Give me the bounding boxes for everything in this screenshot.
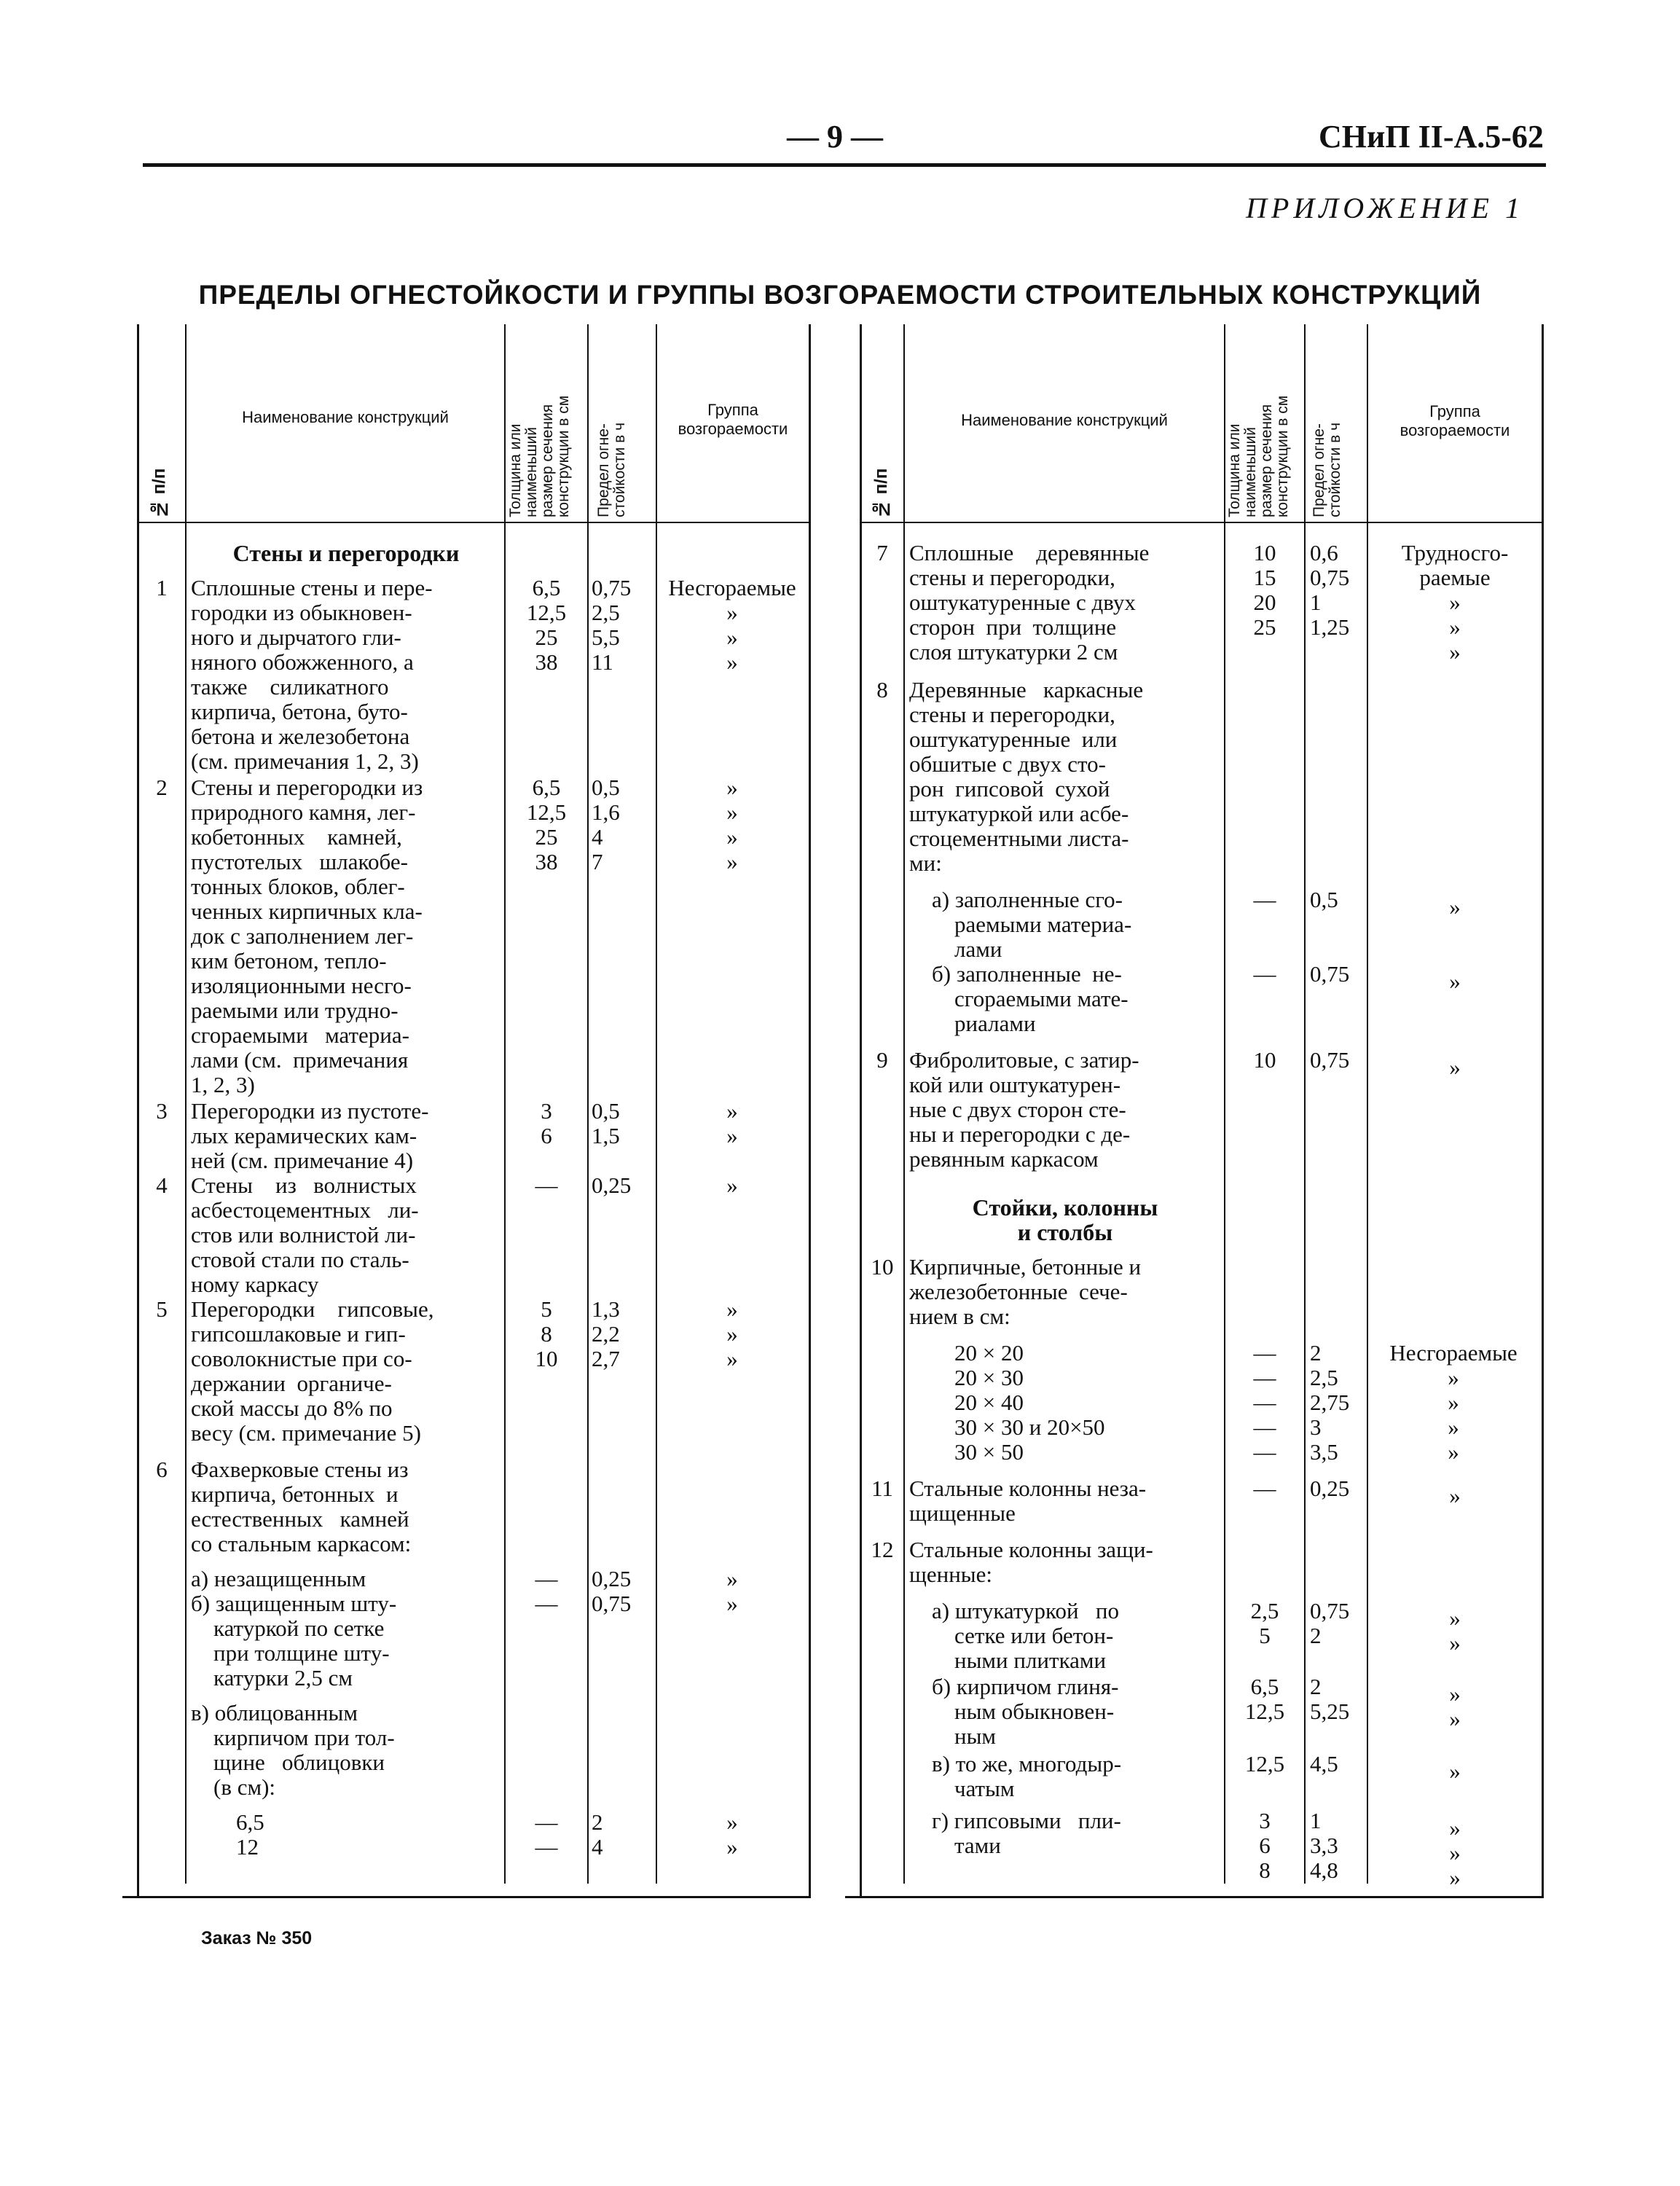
row-limit: 1 3,3 4,8 [1310,1808,1338,1883]
row-description: Сплошные стены и пере- городки из обыкновен- ного и дырчатого гли- няного обожженного, а также силикатного кирпича, бетона, буто- бетона и железобетона (см. примечания 1, 2, 3) [191,575,433,774]
row-group: Несгораемые » » » » [1389,1340,1518,1465]
row-thickness: — [1253,1476,1276,1501]
row-thickness: 12,5 [1244,1751,1285,1776]
row-description: Сплошные деревянные стены и перегородки, оштукатуренные с двух сторон при толщине слоя штукатурки 2 см [909,540,1150,665]
row-group: » [726,1172,738,1198]
row-thickness: 6,5 12,5 25 38 [526,575,567,675]
row-description: Перегородки из пустоте- лых керамических кам- ней (см. примечание 4) [191,1098,429,1173]
row-num: 1 [156,575,168,600]
right-table-border-right [1542,324,1544,1898]
row-num: 9 [876,1047,888,1073]
row-limit: 2 4 [592,1809,603,1860]
row-group: Трудносго- раемые » » » [1401,540,1509,665]
row-limit: 0,25 [1310,1476,1350,1501]
row-limit: 0,25 0,75 [592,1566,632,1616]
row-group: Несгораемые » » » [668,575,796,675]
left-table-border-bottom [122,1896,811,1898]
row-limit: 0,25 [592,1172,632,1198]
row-description: Кирпичные, бетонные и железобетонные сече- нием в см: [909,1254,1142,1329]
row-description: Стены и перегородки из природного камня, лег- кобетонных камней, пустотелых шлакобе- тонных блоков, облег- ченных кирпичных кла- док с заполнением лег- ким бетоном, тепло- изоляционными несго- раемыми или трудно- сгораемыми материа- лами (см. примечания 1, 2, 3) [191,775,423,1097]
page-title: ПРЕДЕЛЫ ОГНЕСТОЙКОСТИ И ГРУППЫ ВОЗГОРАЕМОСТИ СТРОИТЕЛЬНЫХ КОНСТРУКЦИЙ [198,280,1482,310]
row-description: Фибролитовые, с затир- кой или оштукатурен- ные с двух сторон сте- ны и перегородки с де- ревянным каркасом [909,1047,1139,1172]
row-num: 8 [876,677,888,702]
right-col-header-thickness: Толщина или наименьший размер сечения конструкции в см [1226,395,1291,517]
left-col-header-thickness: Толщина или наименьший размер сечения конструкции в см [507,395,572,517]
row-description: г) гипсовыми пли- тами [932,1808,1121,1858]
right-header-rule [860,522,1544,523]
left-col-header-limit: Предел огне- стойкости в ч [595,422,628,517]
row-thickness: 3 6 [541,1098,552,1148]
row-thickness: 10 [1253,1047,1276,1073]
row-group: » » » » [726,775,738,874]
row-limit: 0,75 2,5 5,5 11 [592,575,632,675]
row-description: в) то же, многодыр- чатым [932,1751,1122,1801]
left-col-header-num: № п/п [149,468,169,519]
right-col-header-group: Группа возгораемости [1400,402,1510,439]
row-description: Стальные колонны защи- щенные: [909,1537,1153,1587]
row-description: Фахверковые стены из кирпича, бетонных и естественных камней со стальным каркасом: [191,1457,412,1556]
section-heading: Стены и перегородки [232,540,460,566]
row-thickness: 2,5 5 [1250,1598,1279,1648]
left-col-header-group: Группа возгораемости [678,401,788,438]
row-thickness: — [1253,887,1276,912]
row-group: » [1449,1483,1461,1508]
left-col-divider-3 [587,324,589,1884]
row-thickness: — — — — — [1253,1340,1276,1465]
row-num: 7 [876,540,888,565]
row-limit: 0,5 [1310,887,1338,912]
row-description: в) облицованным кирпичом при тол- щине облицовки (в см): [191,1700,395,1800]
row-thickness: 6,5 12,5 [1244,1674,1285,1724]
left-col-header-name: Наименование конструкций [242,408,449,426]
row-description: 6,5 12 [236,1809,264,1860]
header-rule [143,163,1546,167]
row-group: » » [726,1809,738,1860]
row-group: » » [1449,1605,1461,1656]
right-col-header-limit: Предел огне- стойкости в ч [1311,422,1343,517]
row-num: 5 [156,1296,168,1322]
row-description: 20 × 20 20 × 30 20 × 40 30 × 30 и 20×50 30 × 50 [954,1340,1105,1465]
row-thickness: — [535,1172,558,1198]
row-num: 4 [156,1172,168,1198]
order-number: Заказ № 350 [201,1928,313,1948]
row-description: Стены из волнистых асбестоцементных ли- стов или волнистой ли- стовой стали по сталь- ному каркасу [191,1172,419,1297]
row-limit: 4,5 [1310,1751,1338,1776]
section-heading: Стойки, колонны и столбы [972,1194,1158,1245]
row-thickness: 5 8 10 [535,1296,558,1371]
appendix-label: ПРИЛОЖЕНИЕ 1 [1246,192,1524,224]
row-group: » [1449,1054,1461,1080]
row-group: » [1449,894,1461,920]
row-group: » » [726,1566,738,1616]
row-thickness: — — [535,1809,558,1860]
right-col-divider-1 [903,324,905,1884]
row-num: 10 [871,1254,894,1280]
right-col-header-num: № п/п [871,468,891,519]
row-description: Стальные колонны неза- щищенные [909,1476,1147,1526]
row-limit: 0,6 0,75 1 1,25 [1310,540,1350,640]
row-limit: 2 5,25 [1310,1674,1350,1724]
row-thickness: 6,5 12,5 25 38 [526,775,567,874]
row-group: » » [1449,1681,1461,1731]
row-description: Деревянные каркасные стены и перегородки, оштукатуренные или обшитые с двух сто- рон гипсовой сухой штукатуркой или асбе- стоцементными листа- ми: [909,677,1144,876]
row-thickness: 3 6 8 [1259,1808,1271,1883]
row-limit: 1,3 2,2 2,7 [592,1296,620,1371]
row-num: 11 [871,1476,893,1501]
left-col-divider-1 [185,324,187,1884]
document-code: СНиП II-А.5-62 [1319,119,1544,154]
row-description: а) незащищенным б) защищенным шту- катуркой по сетке при толщине шту- катурки 2,5 см [191,1566,397,1691]
right-table-border-bottom [845,1896,1544,1898]
row-group: » » » [1449,1815,1461,1890]
row-limit: 0,75 [1310,961,1350,987]
row-num: 3 [156,1098,168,1124]
row-group: » » » [726,1296,738,1371]
row-group: » [1449,968,1461,994]
row-limit: 0,5 1,5 [592,1098,620,1148]
right-col-header-name: Наименование конструкций [961,411,1168,429]
row-description: Перегородки гипсовые, гипсошлаковые и гип- соволокнистые при со- держании органиче- ской массы до 8% по весу (см. примечание 5) [191,1296,434,1446]
row-limit: 2 2,5 2,75 3 3,5 [1310,1340,1350,1465]
row-thickness: 10 15 20 25 [1253,540,1276,640]
left-header-rule [137,522,811,523]
row-description: а) заполненные сго- раемыми материа- лами [932,887,1132,962]
row-num: 12 [871,1537,894,1562]
row-num: 2 [156,775,168,800]
row-description: б) кирпичом глиня- ным обыкновен- ным [932,1674,1119,1749]
row-thickness: — — [535,1566,558,1616]
row-description: а) штукатуркой по сетке или бетон- ными плитками [932,1598,1119,1673]
row-limit: 0,75 [1310,1047,1350,1073]
row-group: » » [726,1098,738,1148]
right-col-divider-3 [1304,324,1306,1884]
row-num: 6 [156,1457,168,1482]
row-limit: 0,5 1,6 4 7 [592,775,620,874]
page-number: — 9 — [787,119,883,154]
row-description: б) заполненные не- сгораемыми мате- риалами [932,961,1128,1036]
row-limit: 0,75 2 [1310,1598,1350,1648]
row-group: » [1449,1758,1461,1784]
row-thickness: — [1253,961,1276,987]
